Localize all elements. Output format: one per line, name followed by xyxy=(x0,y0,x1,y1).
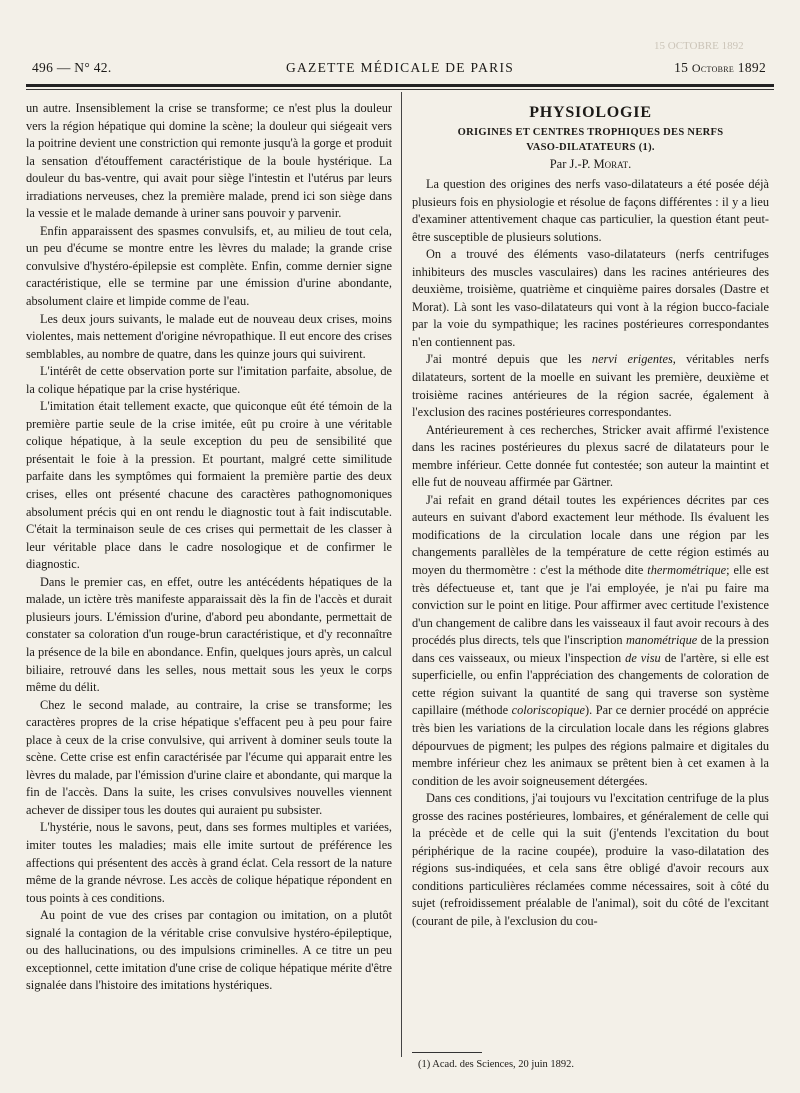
issue-date: 15 Octobre 1892 xyxy=(674,60,766,75)
section-title: PHYSIOLOGIE xyxy=(529,104,652,121)
article-title-line-1: ORIGINES ET CENTRES TROPHIQUES DES NERFS xyxy=(457,127,724,138)
journal-title: GAZETTE MÉDICALE DE PARIS xyxy=(285,60,515,75)
paragraph: Dans ces conditions, j'ai toujours vu l'excitation centrifuge de la plus grosse des racines postérieures, lombaires, et généralement de celle qui la précède et de celle qui la suit (j'entends l'excitation du bout périphérique de la racine coupée), produire la vaso-dilatation des régions sus-indiquées, et cela sans être obligé d'avoir recours aux conditions particulières réclamées comme nécessaires, soit à côté du sujet (refroidissement préalable de l'animal), soit du côté de l'excitant (courant de pile, à l'exclusion du cou- xyxy=(412,791,769,928)
paragraph: On a trouvé des éléments vaso-dilatateurs (nerfs centrifuges inhibiteurs des muscles vasculaires) dans les racines antérieures des deuxième, troisième, quatrième et cinquième paires dorsales (Dastre et Morat). Là sont les vaso-dilatateurs qui vont à la région bucco-faciale par la voie du sympathique; les racines postérieures correspondantes n'en contiennent pas. xyxy=(412,247,769,349)
article-author: Par J.-P. Morat. xyxy=(549,157,632,171)
paragraph: Enfin apparaissent des spasmes convulsifs, et, au milieu de tout cela, un peu d'écume se montre entre les lèvres du malade; la grande crise convulsive d'hystéro-épilepsie est complète. Enfin, comme dernier signe caractéristique, elle se termine par une émission d'urine abondante, absolument claire et limpide comme de l'eau. xyxy=(26,223,392,309)
paragraph: Au point de vue des crises par contagion ou imitation, on a plutôt signalé la contagion de la véritable crise convulsive hystéro-épileptique, ou des hallucinations, ou des impulsions criminelles. A ce titre un peu exceptionnel, cette imitation d'une crise de colique hépatique mérite d'être signalée dans l'histoire des imitations hystériques. xyxy=(26,908,392,993)
paragraph: un autre. Insensiblement la crise se transforme; ce n'est plus la douleur vers la région hépatique qui domine la scène; la douleur qui siégeait vers la poitrine devient une constriction qui remonte jusqu'à la gorge et produit la sensation d'étouffement caractéristique de la boule hystérique. La douleur du bas-ventre, qui avait pour siège l'intestin et l'utérus par leurs irradiations nerveuses, chez la première malade, prend ici son siège dans la vessie et le malade demande à uriner sans pouvoir y parvenir. xyxy=(26,101,392,221)
header-rule-thin xyxy=(26,89,774,90)
left-column xyxy=(26,100,392,995)
right-column xyxy=(412,103,769,931)
article-title-line-2: VASO-DILATATEURS (1). xyxy=(526,142,655,153)
footnote-rule xyxy=(412,1052,482,1053)
bleed-through-date: 15 OCTOBRE 1892 xyxy=(654,40,744,52)
paragraph: J'ai montré depuis que les nervi erigentes, véritables nerfs dilatateurs, sortent de la moelle en suivant les première, deuxième et troisième racines antérieures de la région sacrée, également à l'exclusion des racines postérieures correspondantes. xyxy=(412,352,770,420)
header-rule-thick xyxy=(26,84,774,87)
footnote: (1) Acad. des Sciences, 20 juin 1892. xyxy=(418,1059,575,1070)
paragraph: Antérieurement à ces recherches, Stricker avait affirmé l'existence dans les racines postérieures du plexus sacré de dilatateurs pour le membre inférieur. Cette donnée fut contestée; son auteur la maintint et elle fut de nouveau affirmée par Gärtner. xyxy=(412,422,769,490)
paragraph: J'ai refait en grand détail toutes les expériences décrites par ces auteurs en suivant d'abord exactement leur méthode. Ils évaluent les modifications de la circulation locale dans une région par les changements parallèles de la température de cette région estimés au moyen du thermomètre : c'est la méthode dite thermométrique; elle est très défectueuse et, tant que je l'ai employée, je n'ai pu faire ma conviction sur le point en litige. Pour affirmer avec certitude l'existence d'un changement de calibre dans les vaisseaux il faut avoir recours à des procédés plus directs, tels que l'inscription manométrique de la pression dans ces vaisseaux, ou mieux l'inspection de visu de l'artère, si elle est superficielle, ou enfin l'appréciation des changements de coloration de cette région suivant la quantité de sang qui traverse son système capillaire (méthode coloriscopique). Par ce dernier procédé on apprécie très bien les variations de la circulation locale dans les régions glabres dépourvues de pigment; les pulpes des régions palmaire et digitales du membre inférieur chez les animaux se prêtent bien à cet examen à la condition de les avoir soigneusement détergées. xyxy=(412,492,770,788)
paragraph: L'hystérie, nous le savons, peut, dans ses formes multiples et variées, imiter toutes les maladies; mais elle imite surtout de préférence les affections qui présentent des accès à grand éclat. Cela ressort de la nature même de la grande névrose. Les accès de colique hépatique répondent en tous points à ces conditions. xyxy=(26,820,392,905)
paragraph: Dans le premier cas, en effet, outre les antécédents hépatiques de la malade, un ictère très manifeste apparaissait dès la fin de l'accès et durait plusieurs jours. L'émission d'urine, d'abord peu abondante, permettait de constater sa coloration d'un rouge-brun caractéristique, et d'y reconnaître la présence de la bile en abondance. Enfin, quelques jours après, un calcul biliaire, retrouvé dans les selles, nous mettait sous les yeux le corps même du délit. xyxy=(26,574,392,695)
paragraph: La question des origines des nerfs vaso-dilatateurs a été posée déjà plusieurs fois en physiologie et résolue de façons différentes : il y a lieu d'examiner attentivement chaque cas particulier, la question étant peut-être susceptible de plusieurs solutions. xyxy=(412,177,769,244)
page-number: 496 — N° 42. xyxy=(32,60,112,75)
column-divider xyxy=(401,92,402,1057)
paragraph: L'intérêt de cette observation porte sur l'imitation parfaite, absolue, de la colique hépatique par la crise hystérique. xyxy=(26,364,392,396)
paragraph: Les deux jours suivants, le malade eut de nouveau deux crises, moins violentes, mais nettement d'origine névropathique. Il eut encore des crises semblables, au nombre de quatre, dans les quinze jours qui suivirent. xyxy=(26,311,392,361)
page-header xyxy=(30,58,770,80)
paragraph: L'imitation était tellement exacte, que quiconque eût été témoin de la première partie seule de la crise imitée, eût pu croire à une véritable colique hépatique, à la seule exception du peu de sensibilité que présentait le foie à la pression. Et pourtant, malgré cette similitude parfaite dans les symptômes qui formaient la première partie des deux crises, elles ont présenté chacune des caractères pathognomoniques absolument précis qui en ont rendu le diagnostic tout à fait indiscutable. C'était la terminaison seule de ces crises qui permettait de les classer à leur véritable place dans le cadre nosologique et de confirmer le diagnostic. xyxy=(26,399,392,572)
paragraph: Chez le second malade, au contraire, la crise se transforme; les caractères propres de la crise hépatique s'effacent peu à peu pour faire place à ceux de la crise convulsive, qui arrivent à dominer seuls toute la scène. Cette crise est enfin caractérisée par l'écume qui apparait entre les lèvres du malade, par l'émission d'urine claire et abondante, qui marque la fin de l'accès. Dans la suite, les crises convulsives nouvelles viennent achever de dissiper tous les doutes qui auraient pu subsister. xyxy=(26,697,392,817)
